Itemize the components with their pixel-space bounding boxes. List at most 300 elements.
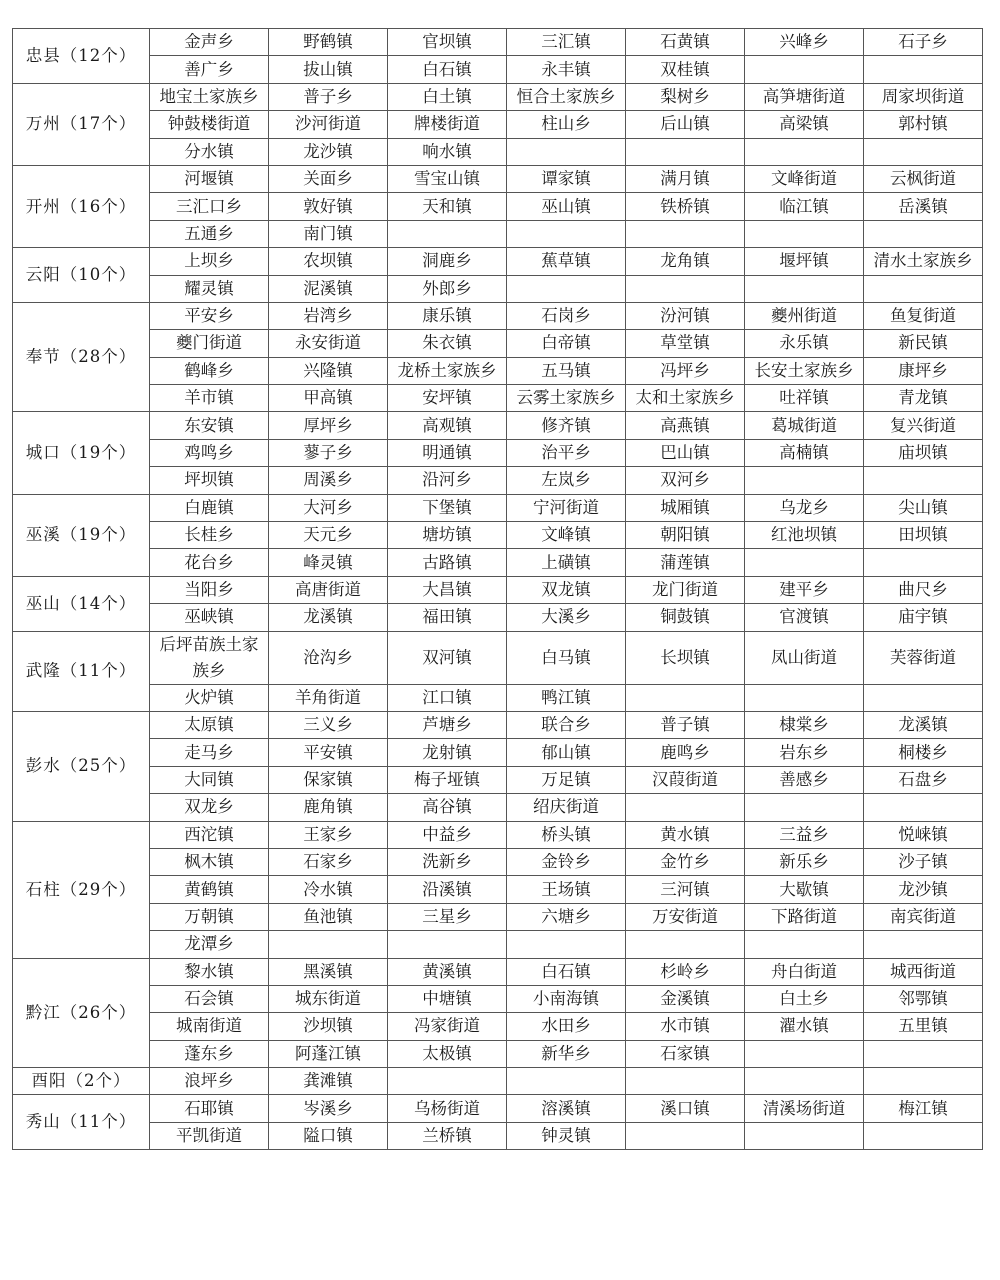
- township-cell: 龙桥土家族乡: [388, 357, 507, 384]
- township-cell: 邻鄂镇: [864, 985, 983, 1012]
- township-cell: 文峰镇: [507, 522, 626, 549]
- township-cell: 三汇镇: [507, 29, 626, 56]
- township-cell: 拔山镇: [269, 56, 388, 83]
- empty-cell: [626, 1122, 745, 1149]
- township-cell: 高楠镇: [745, 439, 864, 466]
- township-cell: 白帝镇: [507, 330, 626, 357]
- township-cell: 云枫街道: [864, 165, 983, 192]
- township-cell: 高梁镇: [745, 111, 864, 138]
- table-row: [13, 357, 983, 384]
- empty-cell: [269, 931, 388, 958]
- table-row: [13, 821, 983, 848]
- township-cell: 三河镇: [626, 876, 745, 903]
- township-cell: 白土镇: [388, 83, 507, 110]
- table-row: [13, 631, 983, 684]
- county-cell: 万州（17个）: [13, 83, 150, 165]
- township-cell: 浪坪乡: [150, 1068, 269, 1095]
- township-cell: 联合乡: [507, 711, 626, 738]
- township-cell: 城东街道: [269, 985, 388, 1012]
- township-cell: 葛城街道: [745, 412, 864, 439]
- county-cell: 酉阳（2个）: [13, 1068, 150, 1095]
- township-cell: 周家坝街道: [864, 83, 983, 110]
- township-cell: 蓼子乡: [269, 439, 388, 466]
- township-cell: 黄溪镇: [388, 958, 507, 985]
- township-cell: 夔门街道: [150, 330, 269, 357]
- empty-cell: [864, 1122, 983, 1149]
- township-cell: 福田镇: [388, 604, 507, 631]
- township-cell: 清溪场街道: [745, 1095, 864, 1122]
- township-cell: 鱼复街道: [864, 302, 983, 329]
- township-cell: 长坝镇: [626, 631, 745, 684]
- township-cell: 蓬东乡: [150, 1040, 269, 1067]
- empty-cell: [864, 684, 983, 711]
- township-cell: 大昌镇: [388, 576, 507, 603]
- table-row: [13, 111, 983, 138]
- township-cell: 铁桥镇: [626, 193, 745, 220]
- county-cell: 开州（16个）: [13, 165, 150, 247]
- empty-cell: [864, 138, 983, 165]
- township-cell: 兰桥镇: [388, 1122, 507, 1149]
- empty-cell: [626, 794, 745, 821]
- township-cell: 夔州街道: [745, 302, 864, 329]
- empty-cell: [745, 56, 864, 83]
- township-cell: 郁山镇: [507, 739, 626, 766]
- township-cell: 吐祥镇: [745, 385, 864, 412]
- township-cell: 石耶镇: [150, 1095, 269, 1122]
- township-cell: 厚坪乡: [269, 412, 388, 439]
- township-cell: 沿河乡: [388, 467, 507, 494]
- township-cell: 分水镇: [150, 138, 269, 165]
- township-cell: 舟白街道: [745, 958, 864, 985]
- empty-cell: [388, 220, 507, 247]
- empty-cell: [864, 275, 983, 302]
- township-cell: 双龙镇: [507, 576, 626, 603]
- township-cell: 沙子镇: [864, 848, 983, 875]
- township-cell: 鹿角镇: [269, 794, 388, 821]
- township-cell: 高燕镇: [626, 412, 745, 439]
- township-cell: 文峰街道: [745, 165, 864, 192]
- township-cell: 冷水镇: [269, 876, 388, 903]
- table-row: [13, 684, 983, 711]
- township-cell: 塘坊镇: [388, 522, 507, 549]
- township-cell: 东安镇: [150, 412, 269, 439]
- table-row: [13, 29, 983, 56]
- township-cell: 石子乡: [864, 29, 983, 56]
- township-cell: 大溪乡: [507, 604, 626, 631]
- township-cell: 悦崃镇: [864, 821, 983, 848]
- empty-cell: [626, 931, 745, 958]
- table-row: [13, 1095, 983, 1122]
- township-cell: 羊角街道: [269, 684, 388, 711]
- township-cell: 普子乡: [269, 83, 388, 110]
- township-cell: 金溪镇: [626, 985, 745, 1012]
- empty-cell: [626, 220, 745, 247]
- table-row: [13, 165, 983, 192]
- township-cell: 天和镇: [388, 193, 507, 220]
- township-cell: 凤山街道: [745, 631, 864, 684]
- empty-cell: [507, 1068, 626, 1095]
- township-cell: 长安土家族乡: [745, 357, 864, 384]
- table-row: [13, 302, 983, 329]
- township-cell: 复兴街道: [864, 412, 983, 439]
- empty-cell: [864, 220, 983, 247]
- township-cell: 宁河街道: [507, 494, 626, 521]
- township-cell: 石岗乡: [507, 302, 626, 329]
- township-cell: 小南海镇: [507, 985, 626, 1012]
- table-row: [13, 467, 983, 494]
- township-cell: 龙门街道: [626, 576, 745, 603]
- township-cell: 高谷镇: [388, 794, 507, 821]
- township-cell: 花台乡: [150, 549, 269, 576]
- empty-cell: [388, 931, 507, 958]
- township-cell: 羊市镇: [150, 385, 269, 412]
- township-cell: 蒲莲镇: [626, 549, 745, 576]
- township-cell: 朝阳镇: [626, 522, 745, 549]
- township-cell: 三星乡: [388, 903, 507, 930]
- table-row: [13, 711, 983, 738]
- township-cell: 六塘乡: [507, 903, 626, 930]
- township-cell: 黑溪镇: [269, 958, 388, 985]
- township-cell: 梅子垭镇: [388, 766, 507, 793]
- township-cell: 兴峰乡: [745, 29, 864, 56]
- township-cell: 庙坝镇: [864, 439, 983, 466]
- county-cell: 黔江（26个）: [13, 958, 150, 1068]
- empty-cell: [745, 549, 864, 576]
- township-cell: 枫木镇: [150, 848, 269, 875]
- empty-cell: [864, 56, 983, 83]
- township-cell: 南宾街道: [864, 903, 983, 930]
- township-cell: 西沱镇: [150, 821, 269, 848]
- empty-cell: [507, 931, 626, 958]
- township-cell: 谭家镇: [507, 165, 626, 192]
- township-cell: 曲尺乡: [864, 576, 983, 603]
- township-cell: 金竹乡: [626, 848, 745, 875]
- township-cell: 堰坪镇: [745, 248, 864, 275]
- table-row: [13, 739, 983, 766]
- township-cell: 双桂镇: [626, 56, 745, 83]
- township-cell: 王家乡: [269, 821, 388, 848]
- township-cell: 龙沙镇: [269, 138, 388, 165]
- township-cell: 平安乡: [150, 302, 269, 329]
- township-table: [12, 28, 983, 1150]
- township-cell: 康坪乡: [864, 357, 983, 384]
- township-cell: 善广乡: [150, 56, 269, 83]
- empty-cell: [745, 1040, 864, 1067]
- township-cell: 鸭江镇: [507, 684, 626, 711]
- township-cell: 龙射镇: [388, 739, 507, 766]
- township-cell: 芙蓉街道: [864, 631, 983, 684]
- empty-cell: [864, 467, 983, 494]
- table-row: [13, 248, 983, 275]
- township-cell: 古路镇: [388, 549, 507, 576]
- township-cell: 桐楼乡: [864, 739, 983, 766]
- township-cell: 汉葭街道: [626, 766, 745, 793]
- township-cell: 江口镇: [388, 684, 507, 711]
- township-cell: 郭村镇: [864, 111, 983, 138]
- township-cell: 石盘乡: [864, 766, 983, 793]
- township-cell: 双河镇: [388, 631, 507, 684]
- township-cell: 关面乡: [269, 165, 388, 192]
- township-cell: 三益乡: [745, 821, 864, 848]
- township-cell: 三义乡: [269, 711, 388, 738]
- township-cell: 南门镇: [269, 220, 388, 247]
- empty-cell: [864, 1068, 983, 1095]
- township-cell: 白石镇: [388, 56, 507, 83]
- township-cell: 大歇镇: [745, 876, 864, 903]
- empty-cell: [626, 684, 745, 711]
- township-cell: 恒合土家族乡: [507, 83, 626, 110]
- township-cell: 平安镇: [269, 739, 388, 766]
- table-row: [13, 576, 983, 603]
- township-cell: 龙沙镇: [864, 876, 983, 903]
- table-row: [13, 931, 983, 958]
- township-cell: 沙坝镇: [269, 1013, 388, 1040]
- township-cell: 天元乡: [269, 522, 388, 549]
- township-cell: 官坝镇: [388, 29, 507, 56]
- empty-cell: [626, 138, 745, 165]
- township-cell: 白马镇: [507, 631, 626, 684]
- county-cell: 巫溪（19个）: [13, 494, 150, 576]
- table-row: [13, 494, 983, 521]
- township-cell: 黄水镇: [626, 821, 745, 848]
- township-cell: 中塘镇: [388, 985, 507, 1012]
- township-cell: 石家镇: [626, 1040, 745, 1067]
- township-cell: 巴山镇: [626, 439, 745, 466]
- empty-cell: [507, 138, 626, 165]
- township-cell: 普子镇: [626, 711, 745, 738]
- township-cell: 沧沟乡: [269, 631, 388, 684]
- township-cell: 治平乡: [507, 439, 626, 466]
- township-cell: 官渡镇: [745, 604, 864, 631]
- table-row: [13, 794, 983, 821]
- township-cell: 五通乡: [150, 220, 269, 247]
- township-cell: 鸡鸣乡: [150, 439, 269, 466]
- township-cell: 梅江镇: [864, 1095, 983, 1122]
- empty-cell: [745, 684, 864, 711]
- empty-cell: [864, 794, 983, 821]
- township-cell: 梨树乡: [626, 83, 745, 110]
- township-cell: 敦好镇: [269, 193, 388, 220]
- table-row: [13, 848, 983, 875]
- township-cell: 下堡镇: [388, 494, 507, 521]
- township-cell: 明通镇: [388, 439, 507, 466]
- township-cell: 双河乡: [626, 467, 745, 494]
- township-cell: 龙溪镇: [269, 604, 388, 631]
- township-cell: 临江镇: [745, 193, 864, 220]
- township-cell: 白石镇: [507, 958, 626, 985]
- township-cell: 洗新乡: [388, 848, 507, 875]
- township-cell: 铜鼓镇: [626, 604, 745, 631]
- township-cell: 新乐乡: [745, 848, 864, 875]
- empty-cell: [745, 220, 864, 247]
- county-cell: 城口（19个）: [13, 412, 150, 494]
- township-cell: 高笋塘街道: [745, 83, 864, 110]
- township-cell: 黄鹤镇: [150, 876, 269, 903]
- township-cell: 太原镇: [150, 711, 269, 738]
- township-cell: 龙角镇: [626, 248, 745, 275]
- empty-cell: [745, 1068, 864, 1095]
- township-cell: 溪口镇: [626, 1095, 745, 1122]
- township-cell: 农坝镇: [269, 248, 388, 275]
- township-cell: 岩湾乡: [269, 302, 388, 329]
- township-cell: 棣棠乡: [745, 711, 864, 738]
- township-cell: 牌楼街道: [388, 111, 507, 138]
- empty-cell: [745, 931, 864, 958]
- township-cell: 龙溪镇: [864, 711, 983, 738]
- township-cell: 岳溪镇: [864, 193, 983, 220]
- table-row: [13, 385, 983, 412]
- township-cell: 鹤峰乡: [150, 357, 269, 384]
- table-row: [13, 903, 983, 930]
- township-cell: 柱山乡: [507, 111, 626, 138]
- township-cell: 平凯街道: [150, 1122, 269, 1149]
- county-cell: 云阳（10个）: [13, 248, 150, 303]
- table-row: [13, 958, 983, 985]
- township-cell: 建平乡: [745, 576, 864, 603]
- table-row: [13, 1068, 983, 1095]
- township-cell: 兴隆镇: [269, 357, 388, 384]
- empty-cell: [745, 138, 864, 165]
- township-cell: 太和土家族乡: [626, 385, 745, 412]
- empty-cell: [507, 275, 626, 302]
- township-cell: 草堂镇: [626, 330, 745, 357]
- table-row: [13, 138, 983, 165]
- township-cell: 新华乡: [507, 1040, 626, 1067]
- county-cell: 忠县（12个）: [13, 29, 150, 84]
- township-cell: 石家乡: [269, 848, 388, 875]
- table-row: [13, 876, 983, 903]
- empty-cell: [864, 931, 983, 958]
- township-cell: 濯水镇: [745, 1013, 864, 1040]
- township-cell: 庙宇镇: [864, 604, 983, 631]
- township-cell: 三汇口乡: [150, 193, 269, 220]
- township-cell: 水市镇: [626, 1013, 745, 1040]
- township-cell: 后坪苗族土家族乡: [150, 631, 269, 684]
- empty-cell: [745, 794, 864, 821]
- table-row: [13, 83, 983, 110]
- township-cell: 上磺镇: [507, 549, 626, 576]
- township-cell: 沿溪镇: [388, 876, 507, 903]
- township-cell: 龚滩镇: [269, 1068, 388, 1095]
- township-cell: 地宝土家族乡: [150, 83, 269, 110]
- township-cell: 响水镇: [388, 138, 507, 165]
- empty-cell: [388, 1068, 507, 1095]
- township-cell: 石黄镇: [626, 29, 745, 56]
- empty-cell: [864, 1040, 983, 1067]
- township-cell: 大同镇: [150, 766, 269, 793]
- township-cell: 鱼池镇: [269, 903, 388, 930]
- township-cell: 朱衣镇: [388, 330, 507, 357]
- township-cell: 白鹿镇: [150, 494, 269, 521]
- table-row: [13, 330, 983, 357]
- township-cell: 云雾土家族乡: [507, 385, 626, 412]
- township-cell: 沙河街道: [269, 111, 388, 138]
- township-cell: 巫峡镇: [150, 604, 269, 631]
- table-row: [13, 275, 983, 302]
- county-cell: 奉节（28个）: [13, 302, 150, 412]
- township-cell: 外郎乡: [388, 275, 507, 302]
- table-row: [13, 1040, 983, 1067]
- empty-cell: [626, 1068, 745, 1095]
- township-cell: 甲高镇: [269, 385, 388, 412]
- table-row: [13, 220, 983, 247]
- township-cell: 隘口镇: [269, 1122, 388, 1149]
- township-cell: 康乐镇: [388, 302, 507, 329]
- township-cell: 黎水镇: [150, 958, 269, 985]
- table-row: [13, 193, 983, 220]
- township-cell: 五马镇: [507, 357, 626, 384]
- township-cell: 保家镇: [269, 766, 388, 793]
- township-cell: 坪坝镇: [150, 467, 269, 494]
- county-cell: 巫山（14个）: [13, 576, 150, 631]
- table-row: [13, 439, 983, 466]
- township-cell: 双龙乡: [150, 794, 269, 821]
- table-row: [13, 985, 983, 1012]
- township-cell: 鹿鸣乡: [626, 739, 745, 766]
- township-cell: 上坝乡: [150, 248, 269, 275]
- township-cell: 太极镇: [388, 1040, 507, 1067]
- township-cell: 绍庆街道: [507, 794, 626, 821]
- table-row: [13, 56, 983, 83]
- township-cell: 耀灵镇: [150, 275, 269, 302]
- empty-cell: [626, 275, 745, 302]
- table-row: [13, 766, 983, 793]
- township-cell: 城厢镇: [626, 494, 745, 521]
- township-cell: 王场镇: [507, 876, 626, 903]
- township-cell: 钟鼓楼街道: [150, 111, 269, 138]
- township-cell: 青龙镇: [864, 385, 983, 412]
- township-cell: 巫山镇: [507, 193, 626, 220]
- township-cell: 岩东乡: [745, 739, 864, 766]
- township-cell: 阿蓬江镇: [269, 1040, 388, 1067]
- township-cell: 永安街道: [269, 330, 388, 357]
- county-cell: 秀山（11个）: [13, 1095, 150, 1150]
- township-cell: 洞鹿乡: [388, 248, 507, 275]
- township-cell: 左岚乡: [507, 467, 626, 494]
- table-row: [13, 604, 983, 631]
- township-cell: 下路街道: [745, 903, 864, 930]
- township-cell: 田坝镇: [864, 522, 983, 549]
- township-cell: 蕉草镇: [507, 248, 626, 275]
- township-cell: 汾河镇: [626, 302, 745, 329]
- township-cell: 当阳乡: [150, 576, 269, 603]
- township-cell: 泥溪镇: [269, 275, 388, 302]
- township-cell: 冯家街道: [388, 1013, 507, 1040]
- township-cell: 永丰镇: [507, 56, 626, 83]
- township-cell: 石会镇: [150, 985, 269, 1012]
- county-cell: 武隆（11个）: [13, 631, 150, 711]
- township-cell: 雪宝山镇: [388, 165, 507, 192]
- township-cell: 后山镇: [626, 111, 745, 138]
- empty-cell: [864, 549, 983, 576]
- township-cell: 芦塘乡: [388, 711, 507, 738]
- township-cell: 城西街道: [864, 958, 983, 985]
- township-cell: 峰灵镇: [269, 549, 388, 576]
- township-cell: 杉岭乡: [626, 958, 745, 985]
- township-cell: 乌杨街道: [388, 1095, 507, 1122]
- table-row: [13, 1013, 983, 1040]
- township-cell: 龙潭乡: [150, 931, 269, 958]
- township-cell: 岑溪乡: [269, 1095, 388, 1122]
- township-cell: 溶溪镇: [507, 1095, 626, 1122]
- township-cell: 高唐街道: [269, 576, 388, 603]
- township-cell: 五里镇: [864, 1013, 983, 1040]
- table-row: [13, 1122, 983, 1149]
- township-cell: 中益乡: [388, 821, 507, 848]
- township-cell: 城南街道: [150, 1013, 269, 1040]
- township-cell: 尖山镇: [864, 494, 983, 521]
- table-row: [13, 549, 983, 576]
